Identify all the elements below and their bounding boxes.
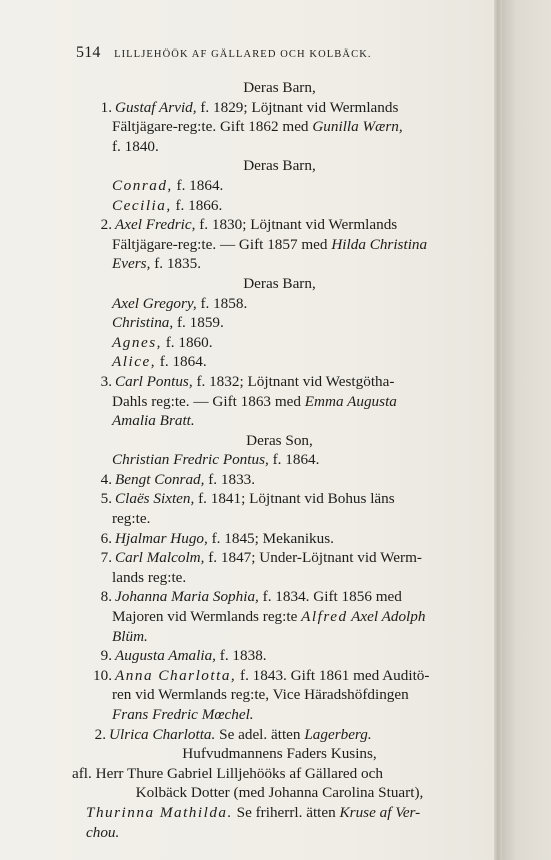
- body-text: [72, 78, 487, 842]
- text-line: [72, 764, 487, 784]
- italic-name: Christina,: [112, 314, 174, 332]
- text-run: f. 1860.: [161, 333, 213, 351]
- text-line: [72, 489, 487, 509]
- entry-number: 3.: [100, 372, 112, 390]
- entry-number: 2.: [100, 216, 112, 234]
- text-run: Deras Barn,: [243, 79, 316, 96]
- text-run: f. 1864.: [172, 176, 224, 194]
- italic-name: Hilda Christina: [331, 235, 428, 253]
- entry-number: 6.: [100, 529, 112, 547]
- italic-name: Thurinna Mathilda.: [86, 803, 233, 821]
- text-line: [72, 372, 487, 392]
- text-line: [72, 470, 487, 490]
- entry-number: 10.: [93, 666, 112, 684]
- text-run: f. 1829; Löjtnant vid Wermlands: [196, 98, 399, 116]
- text-line: [72, 587, 487, 607]
- text-line: [72, 254, 487, 274]
- entry-number: 1.: [100, 98, 112, 116]
- text-run: Se adel. ätten: [215, 725, 305, 743]
- text-line: [72, 646, 487, 666]
- text-run: f. 1843. Gift 1861 med Auditö-: [236, 666, 430, 684]
- text-line: [72, 803, 487, 823]
- text-run: f. 1859.: [173, 314, 224, 332]
- text-line: [72, 274, 487, 294]
- next-page-edge: [502, 0, 551, 860]
- italic-name: Gunilla Wærn,: [312, 118, 403, 136]
- text-line: [72, 705, 487, 725]
- italic-name: Blüm.: [112, 627, 148, 645]
- text-run: Hufvudmannens Faders Kusins,: [182, 745, 377, 763]
- text-line: [72, 392, 487, 412]
- text-line: [72, 450, 487, 470]
- text-run: afl. Herr Thure Gabriel Lilljehööks af Gällared och: [72, 764, 383, 782]
- text-run: Fältjägare-reg:te. Gift 1862 med: [112, 118, 313, 136]
- italic-name: Carl Pontus,: [115, 372, 193, 390]
- text-line: [72, 685, 487, 705]
- text-line: [72, 98, 487, 118]
- italic-name: Agnes,: [112, 333, 162, 351]
- text-run: f. 1830; Löjtnant vid Wermlands: [195, 216, 398, 234]
- text-run: f. 1864.: [268, 451, 320, 469]
- entry-number: 4.: [100, 470, 112, 488]
- text-line: [72, 313, 487, 333]
- italic-name: Christian Fredric Pontus,: [112, 451, 269, 469]
- text-run: Fältjägare-reg:te. — Gift 1857 med: [112, 235, 332, 253]
- text-line: [72, 431, 487, 451]
- text-line: [72, 176, 487, 196]
- text-line: [72, 235, 487, 255]
- text-line: [72, 725, 487, 745]
- italic-name: Axel Adolph: [347, 608, 426, 626]
- text-run: f. 1832; Löjtnant vid Westgötha-: [192, 372, 395, 390]
- text-run: Deras Barn,: [243, 157, 316, 175]
- text-run: f. 1835.: [150, 255, 202, 273]
- text-line: [72, 78, 487, 98]
- text-run: lands reg:te.: [112, 568, 187, 586]
- italic-name: Emma Augusta: [304, 392, 397, 410]
- italic-name: Johanna Maria Sophia,: [115, 588, 259, 606]
- text-line: [72, 333, 487, 353]
- italic-name: Evers,: [112, 255, 151, 273]
- text-line: [72, 156, 487, 176]
- entry-number: 7.: [100, 549, 112, 567]
- text-line: [72, 509, 487, 529]
- text-run: Se friherrl. ätten: [232, 803, 340, 821]
- text-run: f. 1833.: [204, 470, 256, 488]
- text-line: [72, 666, 487, 686]
- text-run: f. 1840.: [112, 137, 159, 155]
- text-run: Deras Son,: [246, 431, 313, 449]
- text-line: [72, 568, 487, 588]
- text-run: Majoren vid Wermlands reg:te: [112, 608, 302, 626]
- book-spine: [494, 0, 502, 860]
- italic-name: Cecilia,: [112, 196, 172, 214]
- text-run: f. 1858.: [196, 294, 248, 312]
- text-line: [72, 823, 487, 843]
- text-run: f. 1845; Mekanikus.: [207, 529, 334, 547]
- italic-name: Conrad,: [112, 176, 173, 194]
- italic-name: Axel Fredric,: [115, 216, 196, 234]
- text-run: Dahls reg:te. — Gift 1863 med: [112, 392, 305, 410]
- text-run: f. 1838.: [215, 647, 267, 665]
- italic-name: Claës Sixten,: [115, 490, 195, 508]
- text-run: f. 1834. Gift 1856 med: [258, 588, 402, 606]
- text-run: f. 1864.: [156, 353, 207, 371]
- text-line: [72, 137, 487, 157]
- italic-name: Gustaf Arvid,: [115, 98, 197, 116]
- italic-name: Lagerberg.: [304, 725, 372, 743]
- italic-name: Kruse af Ver-: [339, 803, 421, 821]
- text-line: [72, 783, 487, 803]
- entry-number: 8.: [100, 588, 112, 606]
- entry-number: 2.: [94, 725, 106, 743]
- page-number: 514: [76, 44, 101, 61]
- text-run: reg:te.: [112, 510, 151, 528]
- text-line: [72, 411, 487, 431]
- text-run: f. 1841; Löjtnant vid Bohus läns: [194, 490, 395, 508]
- text-run: f. 1847; Under-Löjtnant vid Werm-: [204, 549, 422, 567]
- text-line: [72, 294, 487, 314]
- text-line: [72, 627, 487, 647]
- entry-number: 5.: [100, 490, 112, 508]
- italic-name: Amalia Bratt.: [112, 412, 195, 430]
- italic-name: Anna Charlotta,: [115, 666, 237, 684]
- running-title: LILLJEHÖÖK AF GÄLLARED OCH KOLBÄCK.: [114, 49, 372, 60]
- italic-name: chou.: [86, 823, 120, 841]
- entry-number: 9.: [100, 647, 112, 665]
- text-line: [72, 529, 487, 549]
- text-run: f. 1866.: [171, 196, 223, 214]
- page-header: [76, 44, 476, 62]
- text-run: Kolbäck Dotter (med Johanna Carolina Stuart),: [135, 784, 424, 802]
- italic-name: Axel Gregory,: [112, 294, 197, 312]
- text-line: [72, 548, 487, 568]
- text-run: Deras Barn,: [243, 274, 316, 292]
- italic-name: Hjalmar Hugo,: [115, 529, 208, 547]
- italic-name: Alice,: [112, 353, 156, 371]
- text-line: [72, 117, 487, 137]
- text-run: ren vid Wermlands reg:te, Vice Häradshöfdingen: [112, 686, 409, 704]
- text-line: [72, 607, 487, 627]
- italic-name: Frans Fredric Mœchel.: [112, 706, 254, 723]
- italic-name: Carl Malcolm,: [115, 549, 205, 567]
- italic-name: Bengt Conrad,: [115, 470, 205, 488]
- text-line: [72, 215, 487, 235]
- italic-name: Augusta Amalia,: [115, 647, 216, 665]
- italic-name: Ulrica Charlotta.: [109, 725, 216, 743]
- text-line: [72, 196, 487, 216]
- text-line: [72, 744, 487, 764]
- text-line: [72, 352, 487, 372]
- italic-name: Alfred: [301, 608, 348, 626]
